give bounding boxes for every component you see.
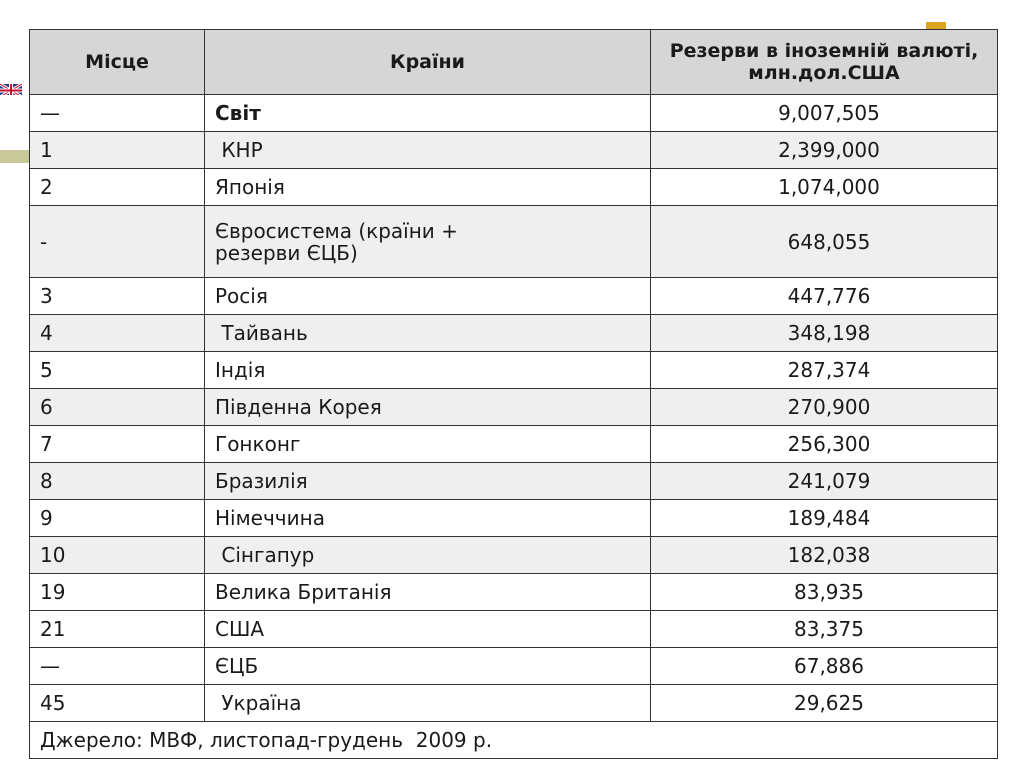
country-cell: Євросистема (країни + резерви ЄЦБ) xyxy=(205,206,651,278)
country-cell: Світ xyxy=(205,95,651,132)
table-row xyxy=(30,574,998,611)
source-row xyxy=(30,722,998,759)
country-cell: США xyxy=(205,611,651,648)
rank-cell: 21 xyxy=(30,611,205,648)
rank-cell: 1 xyxy=(30,132,205,169)
rank-cell: 9 xyxy=(30,500,205,537)
table-row xyxy=(30,315,998,352)
country-cell: Японія xyxy=(205,169,651,206)
header-rank: Місце xyxy=(30,30,205,95)
value-cell: 83,375 xyxy=(651,611,998,648)
rank-cell: - xyxy=(30,206,205,278)
rank-cell: 3 xyxy=(30,278,205,315)
header-country: Країни xyxy=(205,30,651,95)
value-cell: 256,300 xyxy=(651,426,998,463)
value-cell: 348,198 xyxy=(651,315,998,352)
rank-cell: 19 xyxy=(30,574,205,611)
rank-cell: — xyxy=(30,95,205,132)
rank-cell: 4 xyxy=(30,315,205,352)
country-cell: Індія xyxy=(205,352,651,389)
rank-cell: 10 xyxy=(30,537,205,574)
country-cell: Німеччина xyxy=(205,500,651,537)
table-row xyxy=(30,95,998,132)
value-cell: 189,484 xyxy=(651,500,998,537)
table-row xyxy=(30,537,998,574)
value-cell: 287,374 xyxy=(651,352,998,389)
value-cell: 270,900 xyxy=(651,389,998,426)
value-cell: 182,038 xyxy=(651,537,998,574)
uk-flag-icon xyxy=(0,82,22,95)
value-cell: 447,776 xyxy=(651,278,998,315)
source-note: Джерело: МВФ, листопад-грудень 2009 р. xyxy=(30,722,998,759)
value-cell: 83,935 xyxy=(651,574,998,611)
value-cell: 241,079 xyxy=(651,463,998,500)
country-cell: Росія xyxy=(205,278,651,315)
table-header-row xyxy=(30,30,998,95)
value-cell: 29,625 xyxy=(651,685,998,722)
country-cell: ЄЦБ xyxy=(205,648,651,685)
table-row xyxy=(30,389,998,426)
value-cell: 648,055 xyxy=(651,206,998,278)
rank-cell: 2 xyxy=(30,169,205,206)
table-row xyxy=(30,132,998,169)
table-row xyxy=(30,169,998,206)
value-cell: 67,886 xyxy=(651,648,998,685)
table-row xyxy=(30,463,998,500)
rank-cell: 45 xyxy=(30,685,205,722)
country-cell: Велика Британія xyxy=(205,574,651,611)
table-row xyxy=(30,206,998,278)
country-cell: Гонконг xyxy=(205,426,651,463)
reserves-table xyxy=(29,29,998,759)
table-row xyxy=(30,352,998,389)
header-value: Резерви в іноземній валюті, млн.дол.США xyxy=(651,30,998,95)
value-cell: 2,399,000 xyxy=(651,132,998,169)
table-row xyxy=(30,611,998,648)
table-row xyxy=(30,500,998,537)
table-row xyxy=(30,648,998,685)
table-row xyxy=(30,426,998,463)
country-cell: Сінгапур xyxy=(205,537,651,574)
table-row xyxy=(30,685,998,722)
country-cell: Україна xyxy=(205,685,651,722)
country-cell: КНР xyxy=(205,132,651,169)
rank-cell: 5 xyxy=(30,352,205,389)
table-row xyxy=(30,278,998,315)
rank-cell: 8 xyxy=(30,463,205,500)
country-cell: Південна Корея xyxy=(205,389,651,426)
rank-cell: 6 xyxy=(30,389,205,426)
rank-cell: — xyxy=(30,648,205,685)
country-cell: Тайвань xyxy=(205,315,651,352)
value-cell: 9,007,505 xyxy=(651,95,998,132)
rank-cell: 7 xyxy=(30,426,205,463)
country-cell: Бразилія xyxy=(205,463,651,500)
value-cell: 1,074,000 xyxy=(651,169,998,206)
